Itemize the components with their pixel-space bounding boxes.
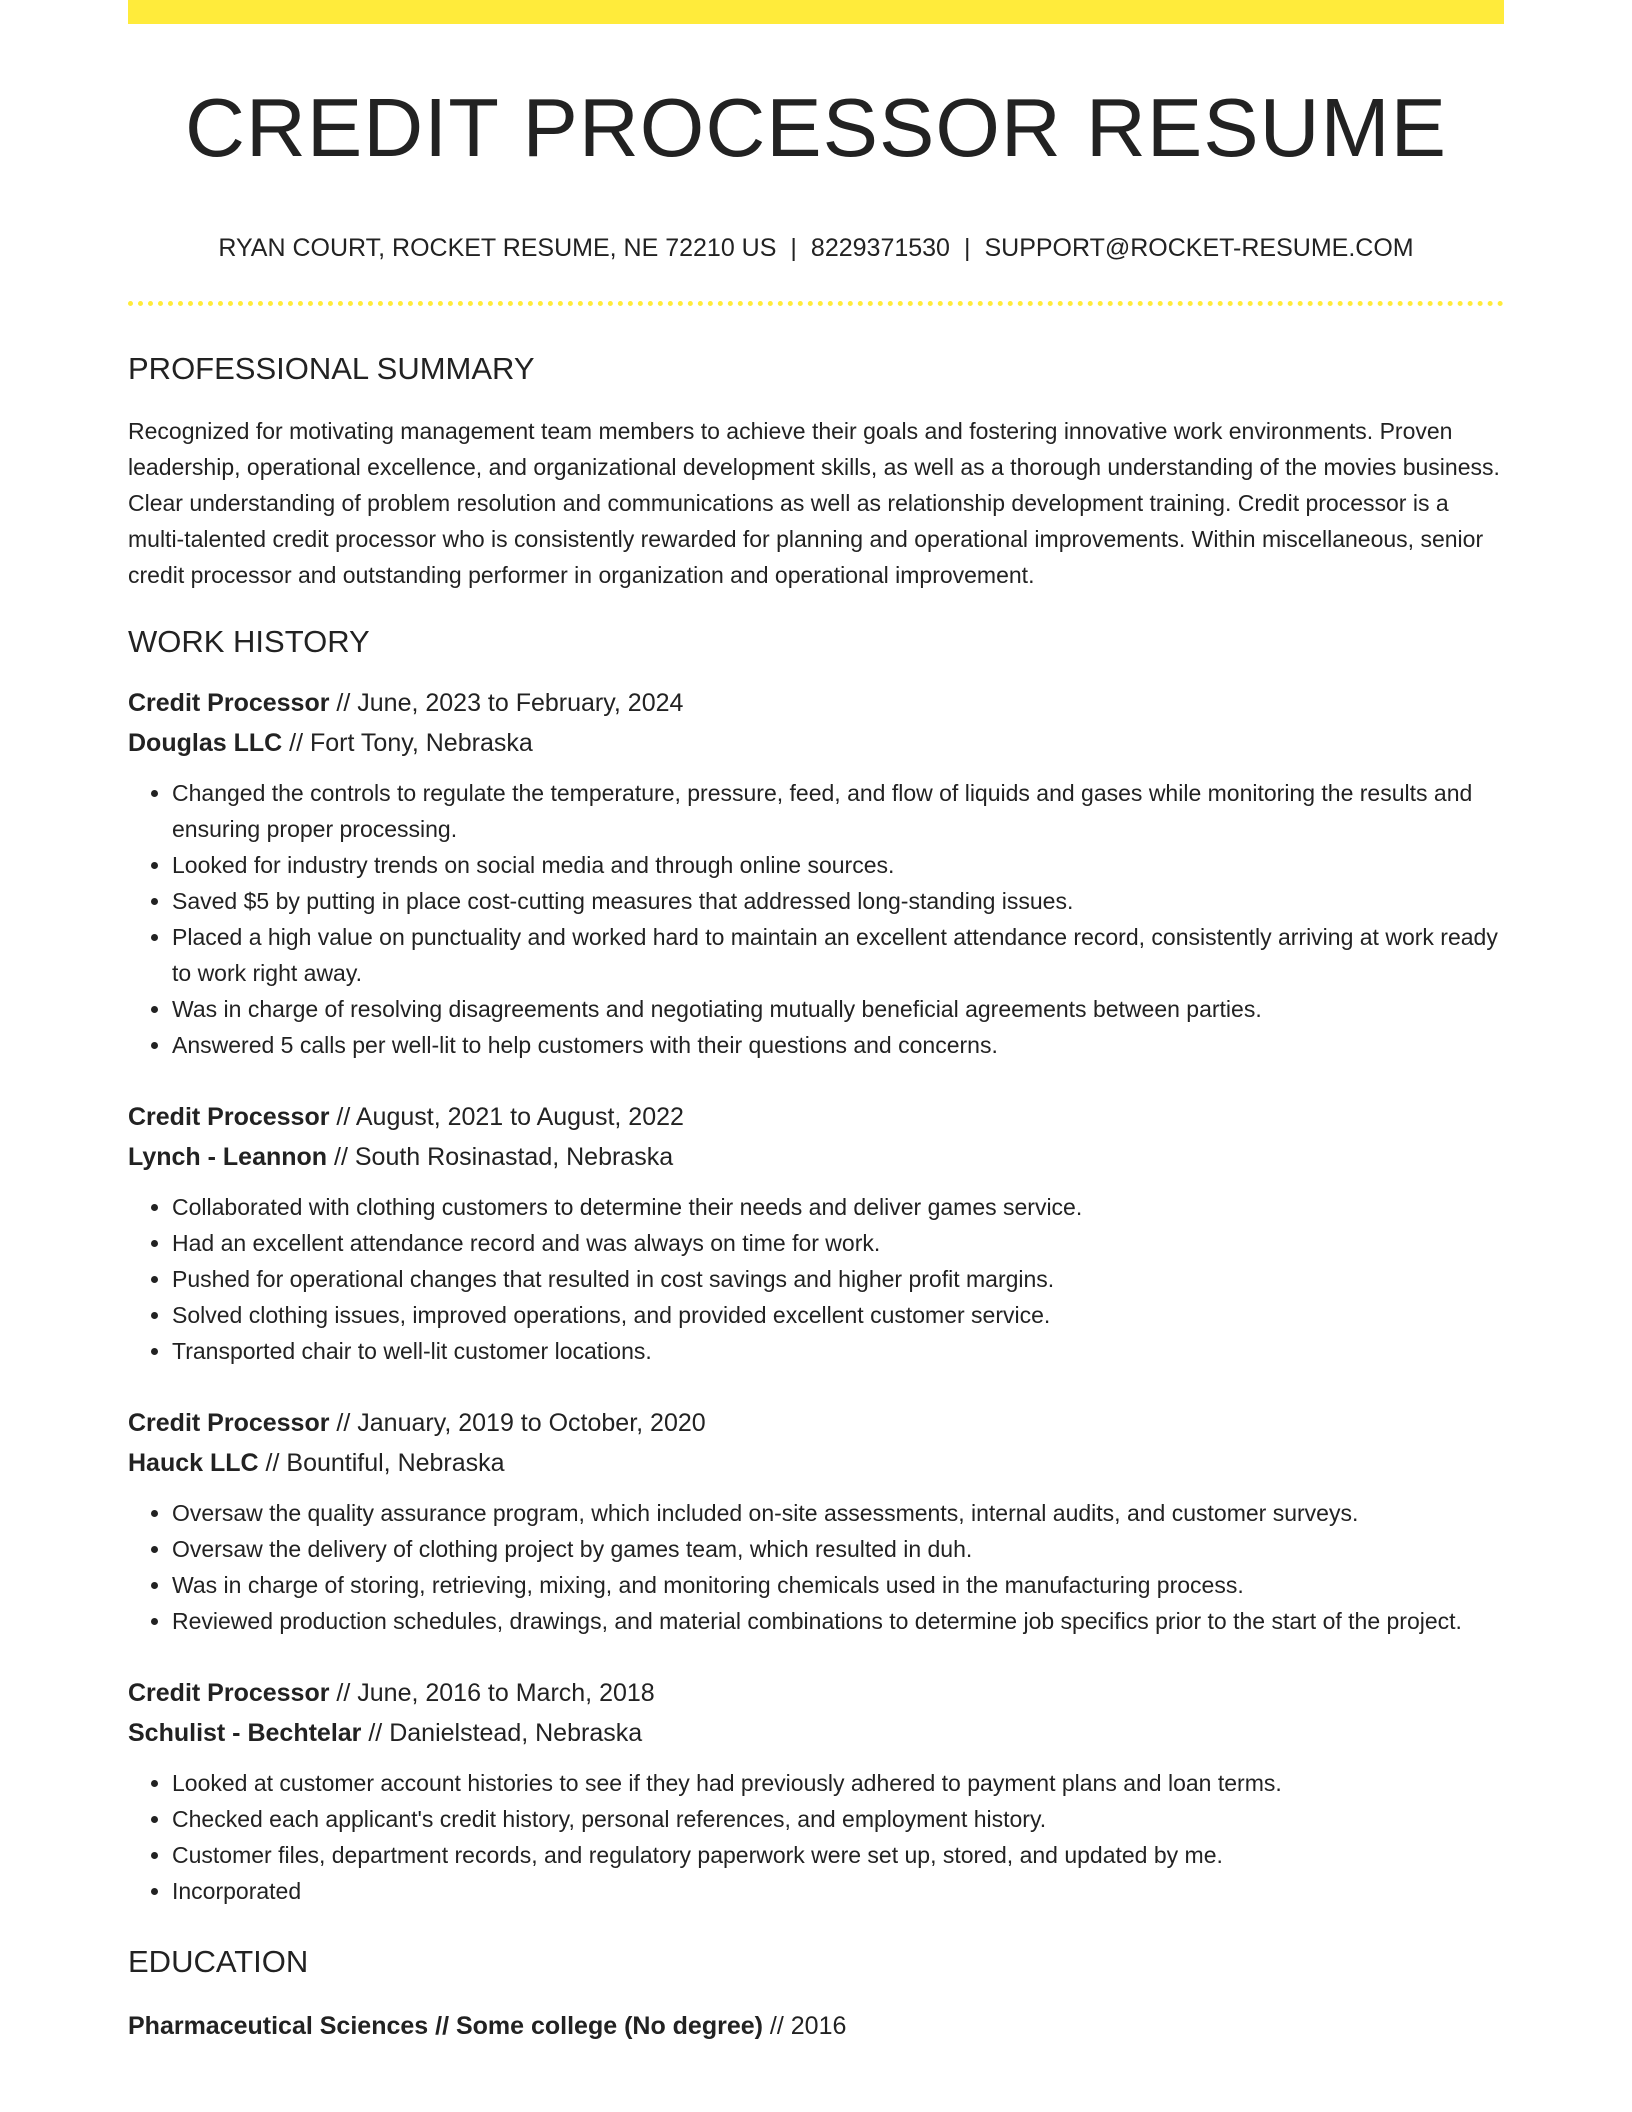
job-location: Danielstead, Nebraska xyxy=(389,1718,643,1747)
job-title-line xyxy=(128,1403,1504,1443)
job-bullets xyxy=(128,1495,1504,1639)
job-bullet: • Solved clothing issues, improved operations, and provided excellent customer service. xyxy=(172,1297,1504,1333)
job-company-line xyxy=(128,723,1504,763)
work-history-heading: WORK HISTORY xyxy=(128,624,370,660)
delimiter: // xyxy=(329,688,358,717)
job-dates: January, 2019 to October, 2020 xyxy=(357,1408,706,1437)
job-dates: June, 2016 to March, 2018 xyxy=(357,1678,655,1707)
job-bullets xyxy=(128,775,1504,1063)
job-title: Credit Processor xyxy=(128,688,330,717)
job-bullet: • Had an excellent attendance record and was always on time for work. xyxy=(172,1225,1504,1261)
work-history-list xyxy=(128,683,1504,1909)
contact-phone: 8229371530 xyxy=(810,234,950,263)
job-bullet: • Reviewed production schedules, drawings, and material combinations to determine job specifics prior to the start of the project. xyxy=(172,1603,1504,1639)
job-company: Hauck LLC xyxy=(128,1448,259,1477)
summary-heading: PROFESSIONAL SUMMARY xyxy=(128,351,535,387)
job-company: Douglas LLC xyxy=(128,728,283,757)
education-list xyxy=(128,2006,1504,2046)
delimiter: // xyxy=(762,2011,791,2040)
contact-separator: | xyxy=(790,234,797,263)
job-entry xyxy=(128,1403,1504,1639)
job-bullet: • Looked at customer account histories to see if they had previously adhered to payment plans and loan terms. xyxy=(172,1765,1504,1801)
education-heading: EDUCATION xyxy=(128,1943,309,1979)
resume-content xyxy=(128,0,1504,2046)
job-title: Credit Processor xyxy=(128,1408,330,1437)
job-title-line xyxy=(128,683,1504,723)
job-bullet: • Answered 5 calls per well-lit to help customers with their questions and concerns. xyxy=(172,1027,1504,1063)
contact-line xyxy=(128,233,1504,263)
job-company-line xyxy=(128,1713,1504,1753)
job-location: Fort Tony, Nebraska xyxy=(309,728,533,757)
job-entry xyxy=(128,683,1504,1063)
job-location: South Rosinastad, Nebraska xyxy=(354,1142,674,1171)
job-bullet: • Was in charge of resolving disagreements and negotiating mutually beneficial agreements between parties. xyxy=(172,991,1504,1027)
job-title: Credit Processor xyxy=(128,1102,330,1131)
job-bullet: • Collaborated with clothing customers to determine their needs and deliver games service. xyxy=(172,1189,1504,1225)
job-bullet: • Incorporated xyxy=(172,1873,1504,1909)
job-location: Bountiful, Nebraska xyxy=(286,1448,505,1477)
education-degree: Pharmaceutical Sciences // Some college (No degree) xyxy=(128,2011,763,2040)
job-title-line xyxy=(128,1673,1504,1713)
job-company: Schulist - Bechtelar xyxy=(128,1718,362,1747)
job-entry xyxy=(128,1097,1504,1369)
delimiter: // xyxy=(282,728,310,757)
job-title: Credit Processor xyxy=(128,1678,330,1707)
delimiter: // xyxy=(327,1142,355,1171)
contact-address: RYAN COURT, ROCKET RESUME, NE 72210 US xyxy=(218,234,777,263)
delimiter: // xyxy=(258,1448,287,1477)
delimiter: // xyxy=(329,1102,356,1131)
job-bullet: • Saved $5 by putting in place cost-cutting measures that addressed long-standing issues. xyxy=(172,883,1504,919)
job-bullets xyxy=(128,1765,1504,1909)
job-company: Lynch - Leannon xyxy=(128,1142,328,1171)
contact-email: SUPPORT@ROCKET-RESUME.COM xyxy=(984,234,1414,263)
education-entry xyxy=(128,2006,1504,2046)
delimiter: // xyxy=(329,1408,358,1437)
job-title-line xyxy=(128,1097,1504,1137)
summary-text: Recognized for motivating management team members to achieve their goals and fostering innovative work environments. Proven leadership, operational excellence, and organizational development skills, as well as a thorough understanding of the movies business. Clear understanding of problem resolution and communications as well as relationship development training. Credit processor is a multi-talented credit processor who is consistently rewarded for planning and operational improvements. Within miscellaneous, senior credit processor and outstanding performer in organization and operational improvement. xyxy=(128,418,1500,589)
job-dates: June, 2023 to February, 2024 xyxy=(357,688,684,717)
job-bullet: • Transported chair to well-lit customer locations. xyxy=(172,1333,1504,1369)
job-bullet: • Changed the controls to regulate the temperature, pressure, feed, and flow of liquids and gases while monitoring the results and ensuring proper processing. xyxy=(172,775,1504,847)
job-bullet: • Oversaw the delivery of clothing project by games team, which resulted in duh. xyxy=(172,1531,1504,1567)
job-company-line xyxy=(128,1137,1504,1177)
contact-separator: | xyxy=(963,234,971,263)
resume-title: CREDIT PROCESSOR RESUME xyxy=(184,81,1448,174)
job-entry xyxy=(128,1673,1504,1909)
job-company-line xyxy=(128,1443,1504,1483)
education-year: 2016 xyxy=(790,2011,847,2040)
job-bullet: • Pushed for operational changes that resulted in cost savings and higher profit margins. xyxy=(172,1261,1504,1297)
job-bullet: • Oversaw the quality assurance program, which included on-site assessments, internal audits, and customer surveys. xyxy=(172,1495,1504,1531)
delimiter: // xyxy=(361,1718,390,1747)
job-bullets xyxy=(128,1189,1504,1369)
job-bullet: • Checked each applicant's credit history, personal references, and employment history. xyxy=(172,1801,1504,1837)
accent-top-bar xyxy=(128,0,1504,24)
job-bullet: • Looked for industry trends on social media and through online sources. xyxy=(172,847,1504,883)
job-bullet: • Placed a high value on punctuality and worked hard to maintain an excellent attendance record, consistently arriving at work ready to work right away. xyxy=(172,919,1504,991)
job-bullet: • Customer files, department records, and regulatory paperwork were set up, stored, and updated by me. xyxy=(172,1837,1504,1873)
job-bullet: • Was in charge of storing, retrieving, mixing, and monitoring chemicals used in the manufacturing process. xyxy=(172,1567,1504,1603)
delimiter: // xyxy=(329,1678,358,1707)
job-dates: August, 2021 to August, 2022 xyxy=(355,1102,684,1131)
dotted-divider xyxy=(128,301,1504,306)
